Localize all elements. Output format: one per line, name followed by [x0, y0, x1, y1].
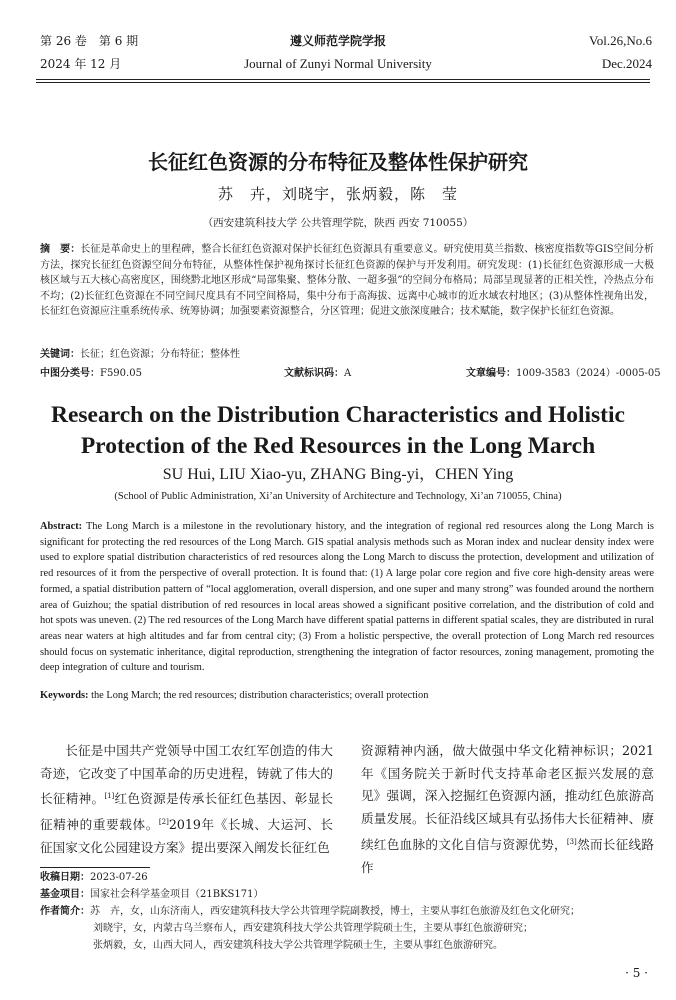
keywords-text-cn: 长征；红色资源；分布特征；整体性 — [80, 349, 240, 360]
page-number: · 5 · — [625, 966, 648, 980]
author-bio-1: 作者简介：苏 卉，女，山东济南人，西安建筑科技大学公共管理学院副教授，博士，主要从事红色旅游及红色文化研究； — [40, 906, 580, 917]
abstract-text-en: The Long March is a milestone in the revolutionary history, and the integration of regional red resources along the Long March is significant for protecting the red resources of the Long March. GIS spatial analysis methods such as Moran index and nuclear density index were used to explore spatial distribution characteristics of red resources along the Long March to discuss the protection, development and utilization of red resources of it from the perspective of overall protection. It is found that: (1) A large polar core region and five core high-density areas were formed, a spatial distribution pattern of “local agglomeration, overall dispersion, and one super and many strong” was founded around the northern area of Guizhou; the spatial distribution of red resources in local areas showed a significant positive correlation, and the distribution of cold and hot spots was uneven. (2) The red resources of the Long March have different spatial patterns in different spatial scales, they are distributed in rural areas near waters at high altitudes and far from central city; (3) From a holistic perspective, the overall protection of Long March red resources should focus on systematic inheritance, digital reproduction, strengthening the integration of factor resources, zoning management, promoting the deep integration of culture and tourism. — [40, 521, 654, 674]
paper-title-cn: 长征红色资源的分布特征及整体性保护研究 — [148, 150, 528, 174]
abstract-label-en: Abstract: — [40, 521, 83, 532]
clc-number: 中图分类号：F590.05 — [40, 368, 142, 379]
volume-issue: 第 26 卷 第 6 期 — [40, 34, 139, 48]
abstract-cn — [40, 242, 654, 320]
publication-date-en: Dec.2024 — [601, 56, 652, 71]
keywords-text-en: the Long March; the red resources; distribution characteristics; overall protection — [91, 690, 429, 701]
article-number: 文章编号：1009-3583（2024）-0005-05 — [466, 368, 661, 379]
authors-cn: 苏 卉，刘晓宇，张炳毅，陈 莹 — [217, 185, 458, 203]
body-column-left: 长征是中国共产党领导中国工农红军创造的伟大奇迹，它改变了中国革命的历史进程，铸就了伟大的长征精神。[1]红色资源是传承长征红色基因、彰显长征精神的重要载体。[2]2019年《长城、大运河、长征国家文化公园建设方案》提出要深入阐发长征红色 — [40, 743, 334, 856]
body-column-right: 资源精神内涵，做大做强中华文化精神标识；2021年《国务院关于新时代支持革命老区振兴发展的意见》强调，深入挖掘红色资源内涵，推动红色旅游高质量发展。长征沿线区域具有弘扬伟大长征精神、赓续红色血脉的文化自信与资源优势，[3]然而长征线路作 — [361, 743, 654, 875]
citation-ref: [3] — [566, 837, 577, 846]
header-rule — [36, 79, 650, 80]
fund-project: 基金项目：国家社会科学基金项目（21BKS171） — [40, 889, 264, 900]
journal-name-en: Journal of Zunyi Normal University — [244, 56, 432, 71]
received-date: 收稿日期：2023-07-26 — [40, 872, 148, 883]
journal-name-cn: 遵义师范学院学报 — [289, 34, 386, 48]
citation-ref: [1] — [104, 792, 115, 801]
paper-title-en: Research on the Distribution Characteristics and Holistic Protection of the Red Resources in the Long March — [51, 402, 625, 459]
volume-issue-en: Vol.26,No.6 — [589, 33, 652, 48]
keywords-label-en: Keywords: — [40, 690, 89, 701]
affiliation-en: (School of Public Administration, Xi’an University of Architecture and Technology, Xi’an 710055, China) — [114, 491, 562, 502]
header-rule-thin — [36, 82, 650, 83]
author-bio-2: 刘晓宇，女，内蒙古乌兰察布人，西安建筑科技大学公共管理学院硕士生，主要从事红色旅游研究； — [93, 923, 533, 934]
keywords-cn — [40, 345, 240, 360]
abstract-text-cn: 长征是革命史上的里程碑，整合长征红色资源对保护长征红色资源具有重要意义。研究使用莫兰指数、核密度指数等GIS空间分析方法，探究长征红色资源空间分布特征，从整体性保护视角探讨长征红色资源的保护与开发利用。研究发现：(1)长征红色资源形成一大极核区域与五大核心高密度区，围绕黔北地区形成“局部集聚、整体分散、一超多强”的空间分布格局；局部呈现显著的正相关性，冷热点分布不均；(2)长征红色资源在不同空间尺度具有不同空间格局，集中分布于高海拔、远离中心城市的近水域农村地区；(3)从整体性视角出发，长征红色资源应注重系统传承、统筹协调；加强要素资源整合，分区管理；促进文旅深度融合；技术赋能，数字保护长征红色资源。 — [40, 244, 654, 318]
affiliation-cn: （西安建筑科技大学 公共管理学院，陕西 西安 710055） — [202, 217, 474, 229]
author-bio-3: 张炳毅，女，山西大同人，西安建筑科技大学公共管理学院硕士生，主要从事红色旅游研究。 — [93, 940, 503, 951]
publication-date: 2024 年 12 月 — [40, 57, 122, 71]
authors-en: SU Hui, LIU Xiao-yu, ZHANG Bing-yi，CHEN Ying — [162, 466, 514, 483]
footnote-rule — [40, 867, 150, 868]
keywords-label-cn: 关键词： — [40, 349, 80, 360]
keywords-en — [40, 690, 428, 701]
citation-ref: [2] — [158, 818, 169, 827]
abstract-en — [40, 519, 654, 676]
abstract-label-cn: 摘 要： — [40, 244, 81, 255]
document-code: 文献标识码：A — [284, 368, 352, 379]
